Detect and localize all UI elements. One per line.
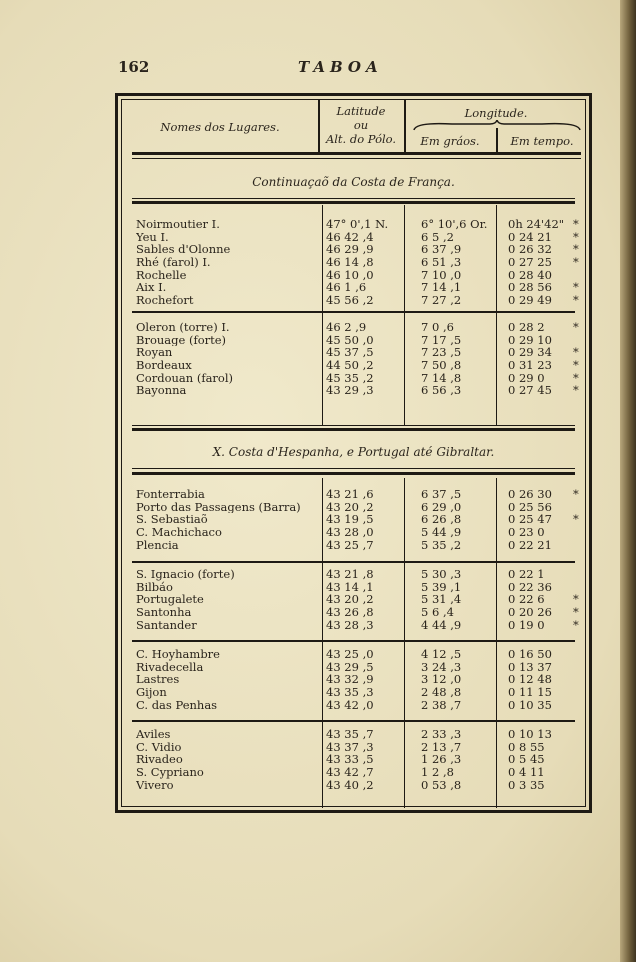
longitude-degrees-cell: 6 26 ,8 bbox=[421, 512, 462, 527]
place-name-cell: Bayonna bbox=[136, 384, 187, 398]
star-mark: * bbox=[573, 242, 579, 257]
longitude-degrees-cell: 4 44 ,9 bbox=[421, 617, 462, 632]
star-mark: * bbox=[573, 512, 579, 527]
latitude-cell: 46 42 ,4 bbox=[326, 229, 374, 244]
longitude-time-cell: 0 20 26 bbox=[508, 605, 552, 620]
latitude-cell: 43 26 ,8 bbox=[326, 605, 374, 620]
place-name-cell: Vivero bbox=[136, 778, 174, 792]
table-row bbox=[136, 699, 577, 712]
longitude-degrees-cell: 5 31 ,4 bbox=[421, 592, 462, 607]
longitude-degrees-cell: 5 44 ,9 bbox=[421, 525, 462, 540]
star-mark: * bbox=[573, 345, 579, 360]
star-mark: * bbox=[573, 255, 579, 270]
longitude-degrees-cell: 2 38 ,7 bbox=[421, 697, 462, 712]
longitude-time-cell: 0 10 13 bbox=[508, 727, 552, 741]
section-rule bbox=[132, 425, 575, 426]
table-group bbox=[136, 648, 577, 711]
latitude-cell: 46 14 ,8 bbox=[326, 255, 374, 270]
longitude-time-cell: 0 12 48 bbox=[508, 672, 552, 687]
latitude-cell: 43 20 ,2 bbox=[326, 499, 374, 514]
longitude-time-cell: 0 25 56 bbox=[508, 499, 552, 514]
latitude-cell: 43 42 ,0 bbox=[326, 697, 374, 712]
longitude-time-cell: 0 16 50 bbox=[508, 647, 552, 661]
longitude-time-cell: 0 11 15 bbox=[508, 685, 552, 700]
place-name-cell: Rhé (farol) I. bbox=[136, 256, 211, 269]
latitude-cell: 43 21 ,6 bbox=[326, 487, 374, 501]
longitude-degrees-cell: 1 2 ,8 bbox=[421, 765, 454, 780]
table-row bbox=[136, 648, 577, 661]
section-rule bbox=[132, 201, 575, 204]
longitude-time-cell: 0 27 45 bbox=[508, 383, 552, 398]
longitude-time-cell: 0 27 25 bbox=[508, 255, 552, 270]
place-name-cell: S. Sebastiaõ bbox=[136, 513, 208, 527]
latitude-cell: 43 25 ,7 bbox=[326, 537, 374, 552]
star-mark: * bbox=[573, 217, 579, 231]
longitude-degrees-cell: 6 29 ,0 bbox=[421, 499, 462, 514]
longitude-degrees-cell: 6 37 ,9 bbox=[421, 242, 462, 257]
latitude-cell: 43 33 ,5 bbox=[326, 752, 374, 767]
section-title: X. Costa d'Hespanha, e Portugal até Gibraltar. bbox=[212, 445, 495, 459]
longitude-time-cell: 0 19 0 bbox=[508, 617, 545, 632]
latitude-column-header bbox=[320, 104, 402, 146]
header-rule bbox=[132, 152, 581, 155]
table-group bbox=[136, 568, 577, 631]
longitude-time-cell: 0 10 35 bbox=[508, 697, 552, 712]
place-name-cell: Santander bbox=[136, 618, 197, 632]
longitude-degrees-cell: 5 35 ,2 bbox=[421, 537, 462, 552]
latitude-cell: 46 29 ,9 bbox=[326, 242, 374, 257]
place-name-cell: Aix I. bbox=[136, 281, 167, 295]
place-name-cell: Royan bbox=[136, 346, 173, 360]
time-column-header: Em tempo. bbox=[510, 134, 574, 148]
latitude-cell: 43 40 ,2 bbox=[326, 777, 374, 792]
latitude-cell: 46 2 ,9 bbox=[326, 320, 367, 334]
longitude-time-cell: 0 8 55 bbox=[508, 739, 545, 754]
star-mark: * bbox=[573, 293, 579, 308]
latitude-cell: 45 50 ,0 bbox=[326, 332, 374, 347]
place-name-cell: Brouage (forte) bbox=[136, 333, 227, 347]
place-name-cell: S. Ignacio (forte) bbox=[136, 568, 235, 581]
table-row bbox=[136, 619, 577, 632]
table-row bbox=[136, 686, 577, 699]
star-mark: * bbox=[573, 320, 579, 334]
place-name-cell: C. das Penhas bbox=[136, 698, 218, 712]
column-divider bbox=[404, 478, 405, 808]
latitude-cell: 43 35 ,3 bbox=[326, 685, 374, 700]
longitude-degrees-cell: 3 24 ,3 bbox=[421, 659, 462, 674]
column-divider bbox=[322, 205, 323, 425]
longitude-degrees-cell: 6 56 ,3 bbox=[421, 383, 462, 398]
latitude-cell: 43 29 ,5 bbox=[326, 659, 374, 674]
latitude-label: Latitude bbox=[336, 104, 386, 118]
star-mark: * bbox=[573, 487, 579, 501]
latitude-cell: 43 42 ,7 bbox=[326, 765, 374, 780]
star-mark: * bbox=[573, 383, 579, 398]
longitude-time-cell: 0 29 49 bbox=[508, 293, 552, 308]
table-row bbox=[136, 779, 577, 792]
star-mark: * bbox=[573, 605, 579, 620]
star-mark: * bbox=[573, 280, 579, 295]
longitude-time-cell: 0 26 30 bbox=[508, 487, 552, 501]
latitude-cell: 43 37 ,3 bbox=[326, 739, 374, 754]
table-group bbox=[136, 488, 577, 551]
longitude-degrees-cell: 5 30 ,3 bbox=[421, 567, 462, 581]
table-row bbox=[136, 294, 577, 307]
table-inner-border bbox=[121, 99, 586, 807]
place-name-cell: Fonterrabia bbox=[136, 488, 205, 501]
column-divider bbox=[404, 205, 405, 425]
latitude-or-label: ou bbox=[353, 118, 369, 132]
longitude-degrees-cell: 7 14 ,1 bbox=[421, 280, 462, 295]
table-row bbox=[136, 359, 577, 372]
latitude-cell: 47° 0',1 N. bbox=[326, 217, 389, 231]
longitude-degrees-cell: 7 14 ,8 bbox=[421, 370, 462, 385]
table-row bbox=[136, 568, 577, 581]
longitude-degrees-cell: 4 12 ,5 bbox=[421, 647, 462, 661]
longitude-time-cell: 0 24 21 bbox=[508, 229, 552, 244]
longitude-time-cell: 0 29 34 bbox=[508, 345, 552, 360]
latitude-cell: 43 19 ,5 bbox=[326, 512, 374, 527]
longitude-time-cell: 0 22 6 bbox=[508, 592, 545, 607]
place-name-cell: Yeu I. bbox=[136, 230, 169, 244]
longitude-column-header: Longitude. bbox=[464, 106, 528, 120]
section-rule bbox=[132, 472, 575, 475]
table-group bbox=[136, 321, 577, 397]
longitude-time-cell: 0 22 1 bbox=[508, 567, 545, 581]
table-row bbox=[136, 488, 577, 501]
longitude-time-cell: 0 29 10 bbox=[508, 332, 552, 347]
place-name-cell: Plencia bbox=[136, 538, 179, 552]
place-name-cell: Aviles bbox=[136, 728, 171, 741]
longitude-time-cell: 0 28 40 bbox=[508, 267, 552, 282]
book-spine-edge bbox=[620, 0, 636, 962]
longitude-degrees-cell: 7 10 ,0 bbox=[421, 267, 462, 282]
longitude-degrees-cell: 7 0 ,6 bbox=[421, 320, 454, 334]
latitude-cell: 43 25 ,0 bbox=[326, 647, 374, 661]
place-name-cell: Cordouan (farol) bbox=[136, 371, 234, 385]
pole-altitude-label: Alt. do Pólo. bbox=[325, 132, 397, 146]
coordinates-table bbox=[115, 93, 592, 813]
longitude-degrees-cell: 5 39 ,1 bbox=[421, 579, 462, 594]
table-row bbox=[136, 728, 577, 741]
latitude-cell: 43 14 ,1 bbox=[326, 579, 374, 594]
place-name-cell: C. Machichaco bbox=[136, 526, 222, 539]
table-row bbox=[136, 766, 577, 779]
latitude-cell: 46 10 ,0 bbox=[326, 267, 374, 282]
place-name-cell: Sables d'Olonne bbox=[136, 243, 231, 257]
latitude-cell: 44 50 ,2 bbox=[326, 358, 374, 373]
longitude-time-cell: 0 23 0 bbox=[508, 525, 545, 540]
latitude-cell: 43 29 ,3 bbox=[326, 383, 374, 398]
latitude-cell: 43 21 ,8 bbox=[326, 567, 374, 581]
star-mark: * bbox=[573, 358, 579, 373]
star-mark: * bbox=[573, 370, 579, 385]
place-name-cell: Rivadecella bbox=[136, 660, 204, 674]
place-name-cell: Rivadeo bbox=[136, 753, 183, 767]
table-row bbox=[136, 321, 577, 334]
longitude-time-cell: 0h 24'42" bbox=[508, 217, 565, 231]
longitude-time-cell: 0 5 45 bbox=[508, 752, 545, 767]
longitude-time-cell: 0 22 21 bbox=[508, 537, 552, 552]
table-row bbox=[136, 526, 577, 539]
latitude-cell: 43 28 ,0 bbox=[326, 525, 374, 540]
group-rule bbox=[132, 561, 575, 563]
table-group bbox=[136, 728, 577, 791]
star-mark: * bbox=[573, 592, 579, 607]
longitude-degrees-cell: 5 6 ,4 bbox=[421, 605, 454, 620]
longitude-degrees-cell: 0 53 ,8 bbox=[421, 777, 462, 792]
longitude-degrees-cell: 6 51 ,3 bbox=[421, 255, 462, 270]
table-row bbox=[136, 256, 577, 269]
group-rule bbox=[132, 720, 575, 722]
longitude-degrees-cell: 3 12 ,0 bbox=[421, 672, 462, 687]
place-name-cell: C. Hoyhambre bbox=[136, 648, 220, 661]
column-divider bbox=[496, 478, 497, 808]
header-rule-thin bbox=[132, 158, 581, 159]
longitude-degrees-cell: 7 23 ,5 bbox=[421, 345, 462, 360]
place-name-cell: Bilbáo bbox=[136, 580, 173, 594]
place-name-cell: Santonha bbox=[136, 606, 192, 619]
longitude-time-cell: 0 13 37 bbox=[508, 659, 552, 674]
latitude-cell: 43 28 ,3 bbox=[326, 617, 374, 632]
latitude-cell: 43 20 ,2 bbox=[326, 592, 374, 607]
longitude-degrees-cell: 2 33 ,3 bbox=[421, 727, 462, 741]
place-name-cell: Oleron (torre) I. bbox=[136, 321, 230, 334]
longitude-degrees-cell: 6 5 ,2 bbox=[421, 229, 454, 244]
group-rule bbox=[132, 640, 575, 642]
place-name-cell: Rochefort bbox=[136, 294, 194, 307]
latitude-cell: 45 35 ,2 bbox=[326, 370, 374, 385]
latitude-cell: 45 37 ,5 bbox=[326, 345, 374, 360]
longitude-time-cell: 0 26 32 bbox=[508, 242, 552, 257]
table-row bbox=[136, 539, 577, 552]
longitude-time-cell: 0 29 0 bbox=[508, 370, 545, 385]
names-column-header: Nomes dos Lugares. bbox=[160, 120, 280, 134]
table-row bbox=[136, 606, 577, 619]
longitude-time-cell: 0 28 2 bbox=[508, 320, 545, 334]
latitude-cell: 45 56 ,2 bbox=[326, 293, 374, 308]
longitude-time-cell: 0 31 23 bbox=[508, 358, 552, 373]
longitude-time-cell: 0 4 11 bbox=[508, 765, 545, 780]
latitude-cell: 43 35 ,7 bbox=[326, 727, 374, 741]
degrees-column-header: Em gráos. bbox=[420, 134, 480, 148]
latitude-cell: 43 32 ,9 bbox=[326, 672, 374, 687]
section-rule bbox=[132, 468, 575, 469]
column-divider bbox=[322, 478, 323, 808]
latitude-cell: 46 1 ,6 bbox=[326, 280, 367, 295]
section-rule bbox=[132, 428, 575, 431]
place-name-cell: C. Vidio bbox=[136, 740, 182, 754]
place-name-cell: Lastres bbox=[136, 673, 180, 687]
table-group bbox=[136, 218, 577, 307]
section-title: Continuaçaõ da Costa de França. bbox=[252, 175, 455, 189]
table-row bbox=[136, 384, 577, 397]
longitude-time-cell: 0 28 56 bbox=[508, 280, 552, 295]
place-name-cell: S. Cypriano bbox=[136, 766, 204, 779]
longitude-degrees-cell: 2 13 ,7 bbox=[421, 739, 462, 754]
longitude-degrees-cell: 7 50 ,8 bbox=[421, 358, 462, 373]
group-rule bbox=[132, 311, 575, 313]
place-name-cell: Portugalete bbox=[136, 593, 204, 607]
place-name-cell: Noirmoutier I. bbox=[136, 218, 220, 231]
section-rule bbox=[132, 198, 575, 199]
longitude-degrees-cell: 1 26 ,3 bbox=[421, 752, 462, 767]
page-number: 162 bbox=[118, 58, 150, 76]
longitude-time-cell: 0 3 35 bbox=[508, 777, 545, 792]
longitude-degrees-cell: 7 17 ,5 bbox=[421, 332, 462, 347]
longitude-time-cell: 0 25 47 bbox=[508, 512, 552, 527]
star-mark: * bbox=[573, 617, 579, 632]
longitude-degrees-cell: 7 27 ,2 bbox=[421, 293, 462, 308]
place-name-cell: Bordeaux bbox=[136, 359, 192, 372]
page-header bbox=[118, 58, 578, 80]
place-name-cell: Rochelle bbox=[136, 268, 187, 282]
place-name-cell: Gijon bbox=[136, 686, 167, 699]
longitude-degrees-cell: 2 48 ,8 bbox=[421, 685, 462, 700]
table-row bbox=[136, 218, 577, 231]
longitude-degrees-cell: 6° 10',6 Or. bbox=[421, 217, 488, 231]
place-name-cell: Porto das Passagens (Barra) bbox=[136, 500, 301, 514]
column-divider bbox=[496, 205, 497, 425]
longitude-time-cell: 0 22 36 bbox=[508, 579, 552, 594]
star-mark: * bbox=[573, 229, 579, 244]
running-title: TABOA bbox=[298, 58, 383, 76]
longitude-degrees-cell: 6 37 ,5 bbox=[421, 487, 462, 501]
